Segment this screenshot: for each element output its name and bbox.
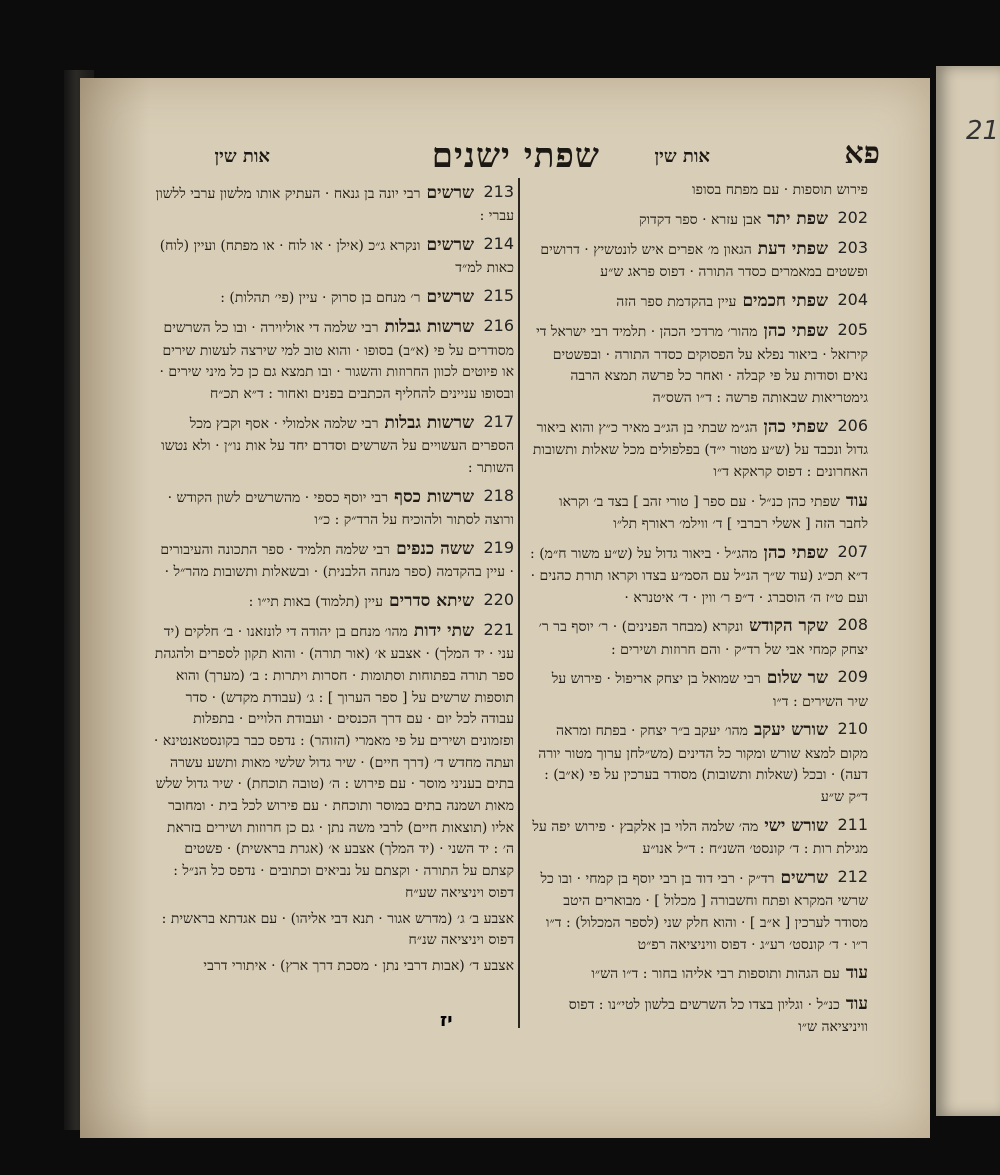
catalog-entry (528, 865, 868, 956)
entry-title: שתי ידות (413, 620, 474, 641)
entry-title: ששה כנפים (396, 538, 474, 559)
entry-number: 208 (837, 615, 868, 635)
page-letter-number: פא (844, 136, 880, 171)
entry-title: שפתי חכמים (742, 291, 828, 312)
catalog-entry (528, 717, 868, 808)
entry-description: מהו׳ מנחם בן יהודה די לונזאנו · ב׳ חלקים (יד עני · יד המלך) · אצבע א׳ (אור תורה) · והוא תקון לספרים ולהגהת ספר תורה בפתוחות וסתומות · חסרות ויתרות : ב׳ (מערך) והוא תוספות שרשים על [ ספר הערוך ] : ג׳ (עבודת מקדש) · סדר עבודה לכל יום · עם דרך הכנסים · ועבודת הלויים · בתפלות ופזמונים ושירים על פי מאמרי (הזוהר) : נדפס כבר בקונסטאנטינא · ועתה מחדש ד׳ (דרך חיים) · שיר גדול שלשי מאות ותשע עשרה בתים בעניני מוסר · עם פירוש : ה׳ (טובה תוכחת) · שיר גדול שלש מאות ושמנה בתים במוסר ותוכחת · עם פירוש לכל בית · ומחובר אליו (תוצאות חיים) לרבי משה נתן · גם כן חרוזות ושירים בזראת ה׳ : יד השני · (יד המלך) אצבע א׳ (אגרת בראשית) · פשטים קצתם על התורה · וקצתם על נביאים וכתובים · נדפס כל הנ״ל : דפוס ויניציאה שע״ח (153, 623, 514, 901)
pencil-folio-number: 21 (966, 116, 1000, 146)
catalog-entry (528, 414, 868, 484)
catalog-entry (152, 536, 514, 584)
entry-number: 210 (837, 719, 868, 739)
entry-description: ונקרא ג״כ (אילן · או לוח · או מפתח) ועיין (לוח) כאות למ״ד (159, 238, 514, 277)
catalog-entry (152, 484, 514, 532)
entry-title: שרשים (426, 183, 474, 203)
catalog-entry (528, 665, 868, 713)
entry-number: 216 (483, 316, 514, 336)
entry-title: שורש יעקב (753, 720, 828, 741)
entry-description: מהור׳ מרדכי הכהן · תלמיד רבי ישראל די קירזאל · ביאור נפלא על הפסוקים כסדר התורה · ובפשטים נאים וסודות על פי קבלה · ואחר כל פרשה תמצא הרבה גימטריאות שבאותה פרשה : ד״ו השס״ה (536, 324, 868, 407)
entry-number: 203 (837, 238, 868, 258)
catalog-entry (528, 613, 868, 661)
entry-title: שיתא סדרים (389, 590, 474, 611)
signature-mark: יז (440, 1010, 453, 1031)
running-header (160, 136, 880, 176)
entry-number: 215 (483, 286, 514, 306)
entry-number: 214 (483, 234, 514, 254)
entry-title: שקר הקודש (749, 616, 828, 637)
catalog-entry (528, 236, 868, 284)
entry-title: שרשים (426, 287, 474, 308)
entry-description: רבי שמואל בן יצחק אריפול · פירוש על שיר השירים : ד״ו (551, 671, 868, 710)
entry-title: שפת יתר (767, 208, 828, 229)
catalog-entry (152, 956, 514, 978)
entry-number: 219 (483, 537, 514, 557)
entry-description: רבי שלמה אלמולי · אסף וקבץ מכל הספרים העשויים על השרשים וסדרם יחד על אות נו״ן · ולא נטשו השותר : (161, 415, 514, 476)
entry-description: רבי יונה בן גנאח · העתיק אותו מלשון ערבי ללשון עברי : (155, 186, 514, 225)
entry-description: ונקרא (מבחר הפנינים) · ר׳ יוסף בר ר׳ יצחק קמחי אבי של רד״ק · והם חרוזות ושירים : (538, 619, 868, 658)
catalog-entry (528, 180, 868, 202)
entry-number: 212 (837, 866, 868, 886)
entry-description: כנ״ל · וגליון בצדו כל השרשים בלשון לטי״נו : דפוס וויניציאה ש״ו (568, 996, 868, 1035)
catalog-entry (152, 284, 514, 310)
entry-description: פירוש תוספות · עם מפתח בסופו (692, 182, 868, 198)
entry-title: שרשות כסף (394, 486, 474, 507)
catalog-entry (528, 206, 868, 232)
entry-title: שר שלום (766, 668, 828, 689)
entry-number: 218 (483, 485, 514, 505)
catalog-entry (152, 232, 514, 280)
facing-page-edge (936, 66, 1000, 1116)
right-column (528, 180, 868, 1043)
entry-number: 202 (837, 207, 868, 227)
entry-description: אצבע ב׳ ג׳ (מדרש אגור · תנא דבי אליהו) · עם אגדתא בראשית : דפוס ויניציאה שנ״ח (161, 910, 514, 949)
left-column (152, 180, 514, 982)
entry-title: שרשות גבלות (384, 412, 474, 433)
header-letter-left: אות שין (214, 146, 270, 167)
catalog-entry (528, 288, 868, 314)
entry-title: שרשים (780, 867, 828, 888)
entry-title: עוד (845, 993, 868, 1014)
entry-title: שרשות גבלות (384, 317, 474, 338)
entry-number: 205 (837, 320, 868, 340)
catalog-entry (152, 410, 514, 480)
entry-title: עוד (845, 963, 868, 984)
entry-description: שפתי כהן כנ״ל · עם ספר [ טורי זהב ] בצד ב׳ וקראו לחבר הזה [ אשלי רברבי ] ד׳ ווילמ׳ ראורף תל״ו (559, 493, 868, 532)
entry-description: עיין בהקדמת ספר הזה (616, 294, 737, 311)
catalog-entry (528, 540, 868, 610)
entry-description: ר׳ מנחם בן סרוק · עיין (פי׳ תהלות) : (220, 290, 421, 307)
entry-title: שורש ישי (764, 815, 828, 836)
entry-title: שפתי כהן (763, 321, 828, 342)
catalog-entry (152, 314, 514, 405)
catalog-entry (528, 813, 868, 861)
entry-title: שפתי דעת (757, 239, 828, 260)
catalog-entry (152, 588, 514, 614)
entry-number: 204 (837, 290, 868, 310)
catalog-entry (528, 318, 868, 409)
entry-number: 220 (483, 589, 514, 609)
entry-description: רד״ק · רבי דוד בן רבי יוסף בן קמחי · ובו כל שרשי המקרא ופתח וחשבורה [ מכלול ] · מבוארים היטב מסודר לערכין [ א״ב ] · והוא חלק שני (לספר המכלול) : ד״ו ר״ו · ד׳ קונסט׳ רע״ג · דפוס וויניציאה רפ״ט (540, 870, 868, 953)
entry-description: רבי שלמה תלמיד · ספר התכונה והעיבורים · עיין בהקדמה (ספר מנחה הלבנית) · ובשאלות ותשובות מהר״ל · (160, 541, 514, 580)
entry-description: מהג״ל · ביאור גדול על (ש״ע משור ח״מ) : ד״א תכ״ג (עוד ש״ך הנ״ל עם הסמ״ע בצדו וקראו תורת כהנים · ועם ט״ז ה׳ הוסברג · ד״פ ר׳ ווין · ד׳ איטנרא · (530, 545, 868, 606)
entry-description: מהו׳ יעקב ב״ר יצחק · בפתח ומראה מקום למצא שורש ומקור כל הדינים (מש״לחן ערוך מטור יורה דעה) · ובכל (שאלות ותשובות) מסודר בערכין על פי (א״ב) : ד״ק ש״ע (538, 723, 868, 806)
entry-description: הגאון מ׳ אפרים איש לונטשיץ · דרושים ופשטים במאמרים כסדר התורה · דפוס פראג ש״ע (540, 242, 868, 281)
page-edge-stain (80, 78, 150, 1138)
page-title: שפתי ישנים (431, 136, 600, 176)
catalog-entry (528, 991, 868, 1039)
entry-title: עוד (845, 490, 868, 511)
entry-description: עם הגהות ותוספות רבי אליהו בחור : ד״ו הש״ו (591, 966, 840, 983)
entry-description: עיין (תלמוד) באות תי״ו : (248, 593, 384, 610)
catalog-entry (528, 488, 868, 536)
header-letter-right: אות שין (654, 146, 710, 167)
catalog-entry (152, 180, 514, 228)
entry-number: 206 (837, 415, 868, 435)
entry-description: הג״מ שבתי בן הג״ב מאיר כ״ץ והוא ביאור גדול ונכבד על (ש״ע מטור י״ד) בפלפולים מכל שאלות ותשובות האחרונים : דפוס קראקא ד״ו (532, 419, 868, 480)
catalog-entry (152, 909, 514, 952)
entry-description: אבן עזרא · ספר דקדוק (638, 211, 762, 228)
entry-number: 221 (483, 619, 514, 639)
entry-description: רבי יוסף כספי · מהשרשים לשון הקודש · ורוצה לסתור ולהוכיח על הרד״ק : כ״ו (167, 489, 514, 528)
entry-number: 213 (483, 182, 514, 201)
column-divider (518, 178, 520, 1028)
entry-title: שפתי כהן (763, 416, 828, 437)
catalog-entry (528, 960, 868, 986)
entry-title: שפתי כהן (763, 542, 828, 563)
entry-number: 209 (837, 667, 868, 687)
entry-description: רבי שלמה די אוליוירה · ובו כל השרשים מסודרים על פי (א״ב) בסופו · והוא טוב למי שירצה לעשות שירים או פיוטים לכוון החרוזות והשגור · ובו תמצא גם כן כל מיני שירים · ובסופו עניינים להחליף הכתבים בפנים ואחור : ד״א תכ״ח (159, 320, 514, 403)
entry-number: 217 (483, 411, 514, 431)
entry-number: 207 (837, 541, 868, 561)
entry-number: 211 (837, 814, 868, 834)
entry-description: אצבע ד׳ (אבות דרבי נתן · מסכת דרך ארץ) · איתורי דרבי (203, 957, 514, 974)
entry-description: מה׳ שלמה הלוי בן אלקבץ · פירוש יפה על מגילת רות : ד׳ קונסט׳ השנ״ח : ד״ל אנו״ע (532, 818, 868, 858)
catalog-entry (152, 618, 514, 905)
entry-title: שרשים (426, 235, 474, 256)
